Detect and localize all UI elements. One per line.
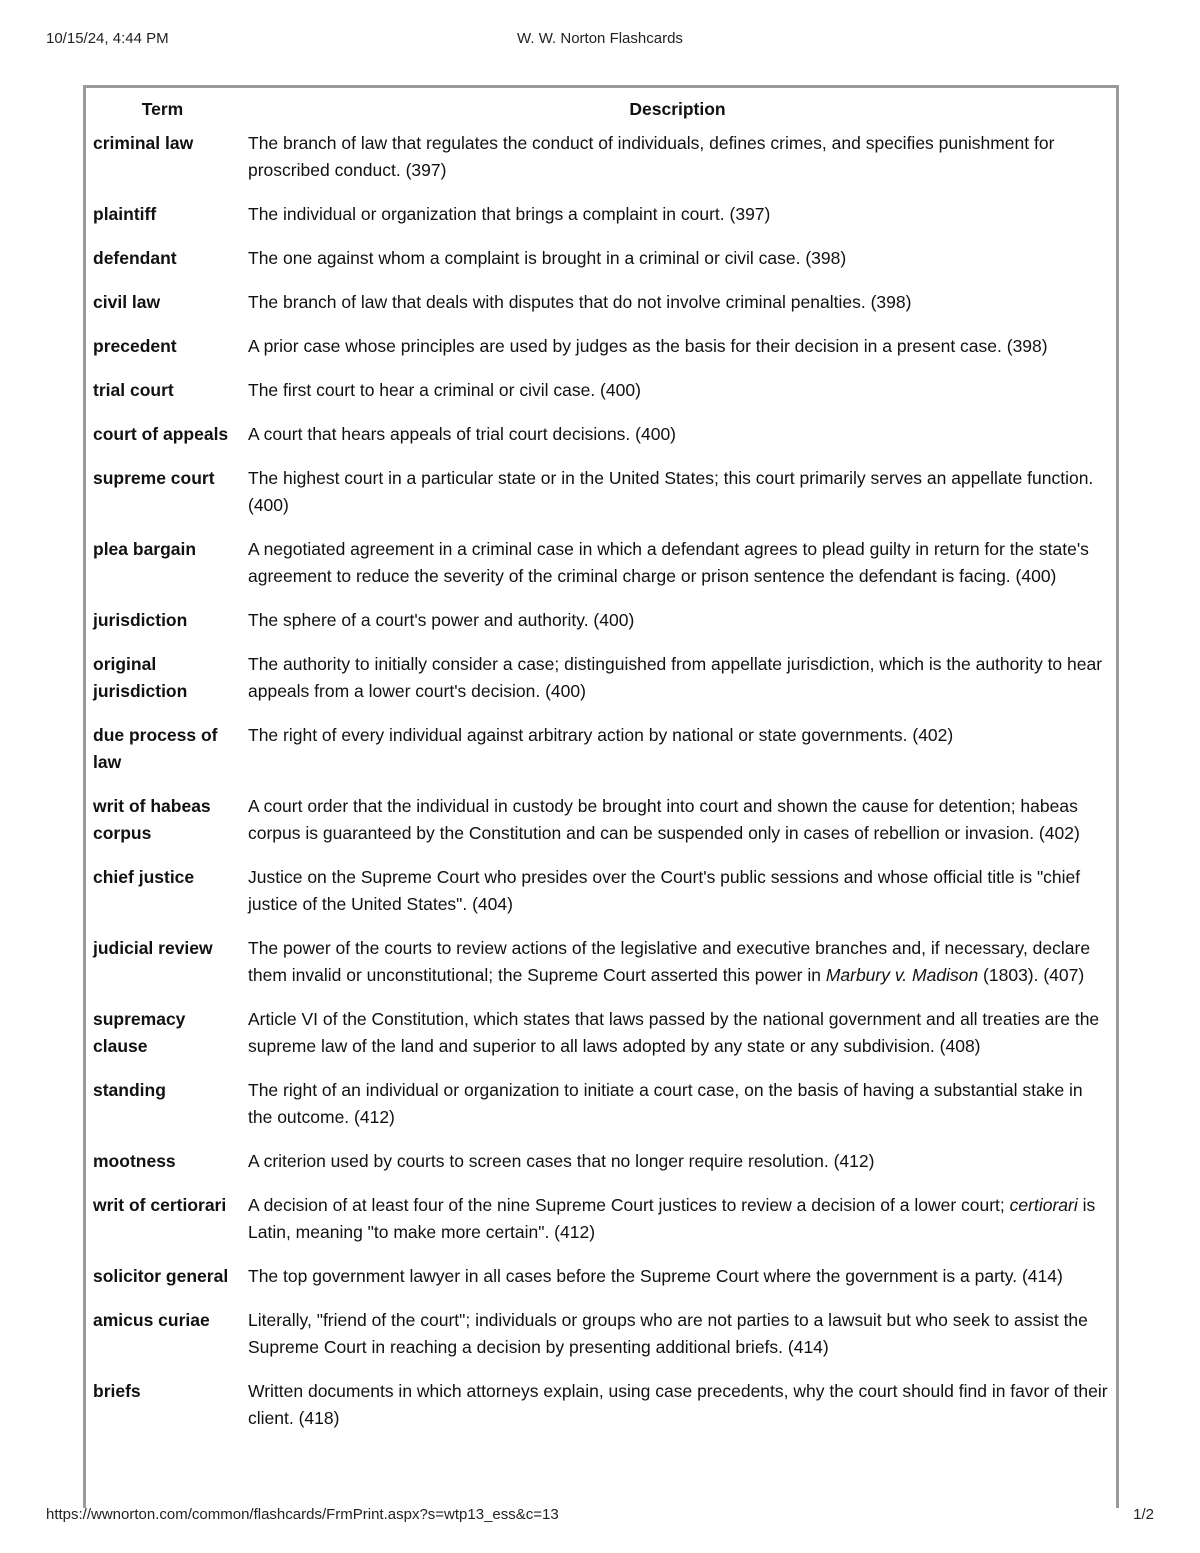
description-cell: A prior case whose principles are used by judges as the basis for their decision in a present case. (398) <box>248 336 1048 356</box>
term-cell: supreme court <box>93 468 215 488</box>
term-cell: defendant <box>93 248 177 268</box>
table-row <box>86 650 1116 721</box>
description-text: is Latin, meaning "to make more certain". (412) <box>248 1195 1096 1242</box>
table-row <box>86 1076 1116 1147</box>
description-cell: The sphere of a court's power and authority. (400) <box>248 610 635 630</box>
table-row <box>86 1262 1116 1306</box>
table-row <box>86 535 1116 606</box>
table-row <box>86 863 1116 934</box>
term-cell: court of appeals <box>93 424 229 444</box>
term-cell: jurisdiction <box>93 610 188 630</box>
table-row <box>86 244 1116 288</box>
column-header-description: Description <box>629 99 726 119</box>
term-cell: standing <box>93 1080 166 1100</box>
description-cell: The branch of law that deals with disputes that do not involve criminal penalties. (398) <box>248 292 912 312</box>
table-row <box>86 1005 1116 1076</box>
table-row <box>86 200 1116 244</box>
table-row <box>86 1306 1116 1377</box>
term-cell: writ of habeas corpus <box>93 796 211 843</box>
table-row <box>86 464 1116 535</box>
description-cell: The individual or organization that brings a complaint in court. (397) <box>248 204 771 224</box>
column-header-term: Term <box>141 99 184 119</box>
description-cell: The right of an individual or organization to initiate a court case, on the basis of having a substantial stake in the outcome. (412) <box>248 1080 1083 1127</box>
table-row <box>86 1377 1116 1448</box>
term-cell: plea bargain <box>93 539 197 559</box>
term-cell: precedent <box>93 336 177 356</box>
page-number: 1/2 <box>1133 1506 1154 1523</box>
description-cell: Justice on the Supreme Court who presides over the Court's public sessions and whose official title is "chief justice of the United States". (404) <box>248 867 1081 914</box>
term-cell: writ of certiorari <box>93 1195 227 1215</box>
term-cell: criminal law <box>93 133 194 153</box>
description-cell: Article VI of the Constitution, which states that laws passed by the national government and all treaties are the supreme law of the land and superior to all laws adopted by any state or any subdivision. (408) <box>248 1009 1100 1056</box>
description-cell <box>239 1191 1116 1262</box>
description-cell: Written documents in which attorneys explain, using case precedents, why the court should find in favor of their client. (418) <box>248 1381 1108 1428</box>
description-cell: The one against whom a complaint is brought in a criminal or civil case. (398) <box>248 248 847 268</box>
term-cell: chief justice <box>93 867 195 887</box>
table-row <box>86 934 1116 1005</box>
table-row <box>86 332 1116 376</box>
description-cell <box>239 934 1116 1005</box>
table-row <box>86 288 1116 332</box>
print-datetime: 10/15/24, 4:44 PM <box>46 30 169 47</box>
print-url: https://wwnorton.com/common/flashcards/FrmPrint.aspx?s=wtp13_ess&c=13 <box>46 1506 559 1523</box>
term-cell: solicitor general <box>93 1266 229 1286</box>
description-cell: The top government lawyer in all cases before the Supreme Court where the government is a party. (414) <box>248 1266 1063 1286</box>
print-footer <box>46 1506 1154 1526</box>
latin-term-italic: certiorari <box>1009 1195 1078 1215</box>
description-cell: A court that hears appeals of trial court decisions. (400) <box>248 424 677 444</box>
term-cell: due process of law <box>93 725 218 772</box>
description-text: The power of the courts to review actions of the legislative and executive branches and, if necessary, declare them invalid or unconstitutional; the Supreme Court asserted this power in <box>248 938 1091 985</box>
description-text: A decision of at least four of the nine Supreme Court justices to review a decision of a lower court; <box>248 1195 1010 1215</box>
flashcard-table-frame <box>83 85 1119 1508</box>
description-cell: A criterion used by courts to screen cases that no longer require resolution. (412) <box>248 1151 875 1171</box>
description-cell: Literally, "friend of the court"; individuals or groups who are not parties to a lawsuit but who seek to assist the Supreme Court in reaching a decision by presenting additional briefs. (414) <box>248 1310 1088 1357</box>
term-cell: plaintiff <box>93 204 157 224</box>
term-cell: judicial review <box>93 938 213 958</box>
description-cell: The right of every individual against arbitrary action by national or state governments. (402) <box>248 725 954 745</box>
print-header <box>46 30 1154 50</box>
description-cell: The authority to initially consider a case; distinguished from appellate jurisdiction, which is the authority to hear appeals from a lower court's decision. (400) <box>248 654 1103 701</box>
term-cell: supremacy clause <box>93 1009 186 1056</box>
table-row <box>86 376 1116 420</box>
table-row <box>86 792 1116 863</box>
term-cell: mootness <box>93 1151 176 1171</box>
description-cell: The branch of law that regulates the conduct of individuals, defines crimes, and specifies punishment for proscribed conduct. (397) <box>248 133 1055 180</box>
description-cell: The first court to hear a criminal or civil case. (400) <box>248 380 641 400</box>
table-header-row <box>86 88 1116 129</box>
term-cell: trial court <box>93 380 174 400</box>
term-cell: briefs <box>93 1381 141 1401</box>
print-page-title: W. W. Norton Flashcards <box>517 30 683 47</box>
term-cell: civil law <box>93 292 161 312</box>
description-cell: A negotiated agreement in a criminal case in which a defendant agrees to plead guilty in return for the state's agreement to reduce the severity of the criminal charge or prison sentence the defendant is facing. (400) <box>248 539 1089 586</box>
flashcard-table <box>86 88 1116 1448</box>
description-text: (1803). (407) <box>978 965 1085 985</box>
description-cell: The highest court in a particular state or in the United States; this court primarily serves an appellate function. (400) <box>248 468 1094 515</box>
term-cell: amicus curiae <box>93 1310 210 1330</box>
table-row <box>86 1147 1116 1191</box>
description-cell: A court order that the individual in custody be brought into court and shown the cause for detention; habeas corpus is guaranteed by the Constitution and can be suspended only in cases of rebellion or invasion. (402) <box>248 796 1080 843</box>
table-row <box>86 129 1116 200</box>
term-cell: original jurisdiction <box>93 654 188 701</box>
table-row <box>86 1191 1116 1262</box>
case-name-italic: Marbury v. Madison <box>825 965 979 985</box>
table-row <box>86 606 1116 650</box>
table-row <box>86 420 1116 464</box>
table-row <box>86 721 1116 792</box>
